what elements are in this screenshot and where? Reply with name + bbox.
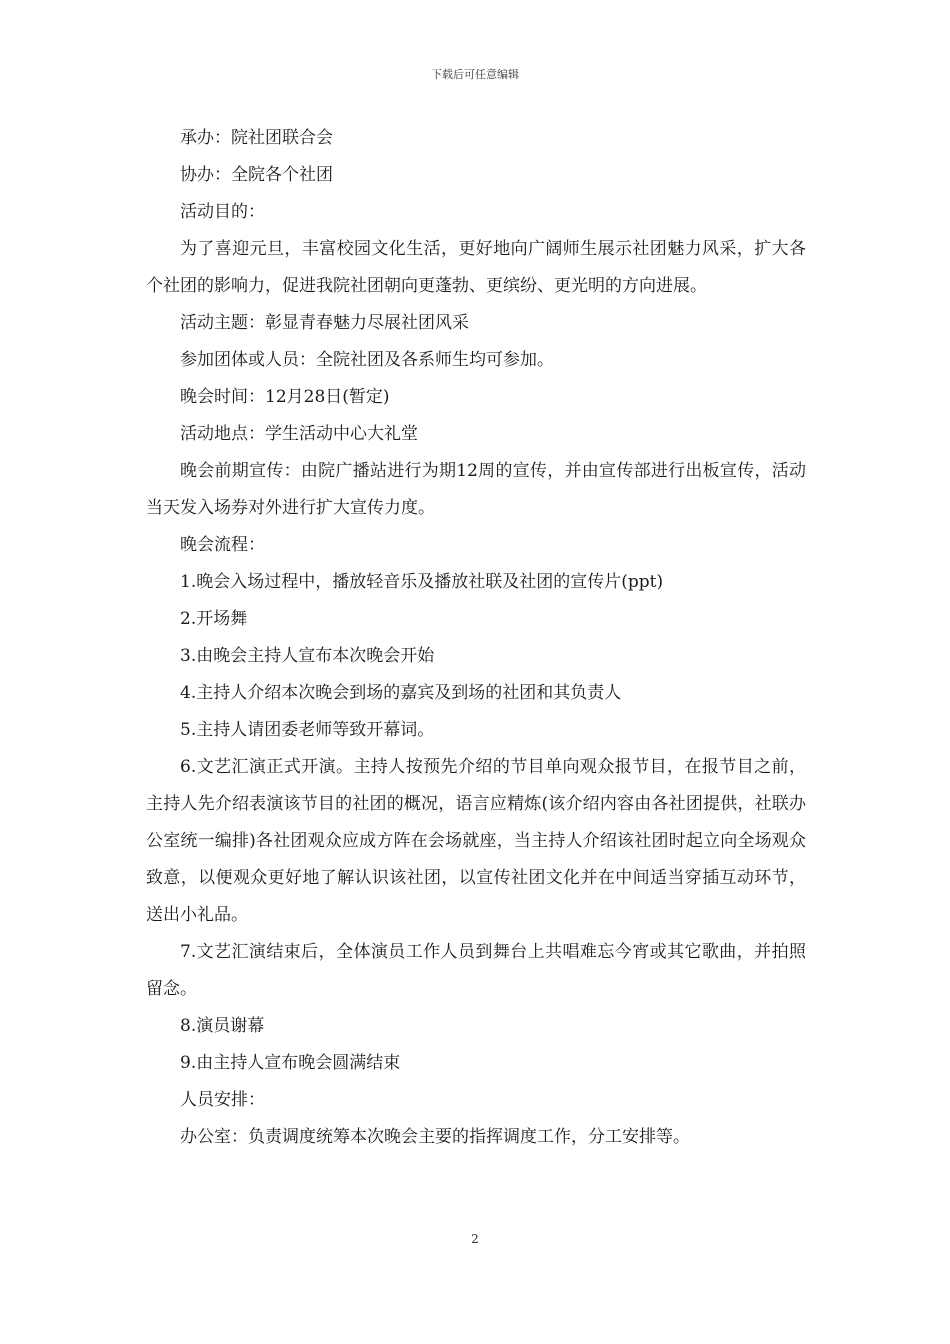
paragraph-flow-step-2: 2.开场舞 [180, 609, 248, 629]
paragraph-location: 活动地点：学生活动中心大礼堂 [180, 424, 418, 444]
paragraph-purpose-heading: 活动目的： [180, 202, 265, 222]
paragraph-flow-step-4: 4.主持人介绍本次晚会到场的嘉宾及到场的社团和其负责人 [180, 683, 622, 703]
paragraph-time: 晚会时间：12月28日(暂定) [180, 387, 390, 407]
paragraph-flow-step-1: 1.晚会入场过程中，播放轻音乐及播放社联及社团的宣传片(ppt) [180, 572, 664, 592]
paragraph-flow-heading: 晚会流程： [180, 535, 265, 555]
page-header: 下载后可任意编辑 [431, 68, 519, 81]
paragraph-purpose: 为了喜迎元旦，丰富校园文化生活，更好地向广阔师生展示社团魅力风采，扩大各个社团的影响力，促进我院社团朝向更蓬勃、更缤纷、更光明的方向进展。 [146, 239, 806, 296]
paragraph-office-duty: 办公室：负责调度统筹本次晚会主要的指挥调度工作，分工安排等。 [180, 1127, 690, 1147]
paragraph-theme: 活动主题：彰显青春魅力尽展社团风采 [180, 313, 469, 333]
paragraph-co-organizer: 协办：全院各个社团 [180, 165, 333, 185]
page-number: 2 [471, 1232, 479, 1246]
paragraph-staff-heading: 人员安排： [180, 1090, 265, 1110]
paragraph-flow-step-6: 6.文艺汇演正式开演。主持人按预先介绍的节目单向观众报节目，在报节目之前，主持人先介绍表演该节目的社团的概况，语言应精炼(该介绍内容由各社团提供，社联办公室统一编排)各社团观众应成方阵在会场就座，当主持人介绍该社团时起立向全场观众致意，以便观众更好地了解认识该社团，以宣传社团文化并在中间适当穿插互动环节，送出小礼品。 [146, 757, 806, 925]
paragraph-flow-step-3: 3.由晚会主持人宣布本次晚会开始 [180, 646, 435, 666]
paragraph-flow-step-8: 8.演员谢幕 [180, 1016, 265, 1036]
paragraph-flow-step-5: 5.主持人请团委老师等致开幕词。 [180, 720, 435, 740]
paragraph-organizer: 承办：院社团联合会 [180, 128, 333, 148]
document-body [146, 120, 806, 1156]
paragraph-publicity: 晚会前期宣传：由院广播站进行为期12周的宣传，并由宣传部进行出板宣传，活动当天发入场券对外进行扩大宣传力度。 [146, 461, 806, 518]
paragraph-flow-step-9: 9.由主持人宣布晚会圆满结束 [180, 1053, 401, 1073]
paragraph-flow-step-7: 7.文艺汇演结束后，全体演员工作人员到舞台上共唱难忘今宵或其它歌曲，并拍照留念。 [146, 942, 806, 999]
paragraph-participants: 参加团体或人员：全院社团及各系师生均可参加。 [180, 350, 554, 370]
